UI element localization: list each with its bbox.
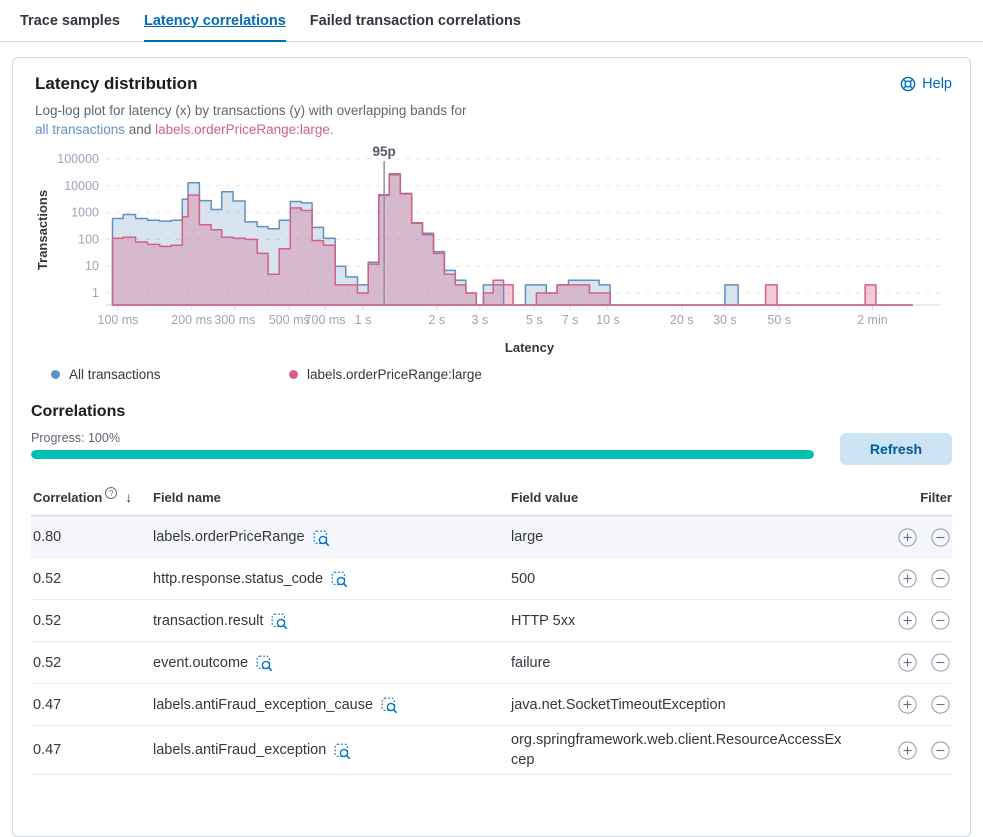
field-value: org.springframework.web.client.ResourceAccessExcep [511,732,842,768]
page-title: Latency distribution [35,74,198,93]
field-name: http.response.status_code [153,570,324,587]
x-tick-label: 2 min [857,313,888,327]
x-tick-label: 200 ms [171,313,213,327]
field-name: event.outcome [153,654,249,671]
chart-svg [31,145,953,357]
filter-include-icon[interactable] [898,741,917,760]
field-value: large [511,529,544,545]
x-tick-label: 30 s [713,313,737,327]
term-link[interactable]: labels.orderPriceRange:large [155,122,330,137]
table-row[interactable] [31,600,952,642]
y-tick-label: 100 [78,232,99,247]
table-row[interactable] [31,516,952,558]
legend-item-all-transactions[interactable]: All transactions [51,367,289,382]
filter-include-icon[interactable] [898,528,917,547]
table-row[interactable] [31,726,952,775]
table-row[interactable] [31,642,952,684]
field-name: transaction.result [153,612,264,629]
table-row[interactable] [31,558,952,600]
correlations-heading: Correlations [31,403,126,420]
filter-include-icon[interactable] [898,569,917,588]
latency-correlations-panel [12,57,971,837]
filter-include-icon[interactable] [898,695,917,714]
filter-exclude-icon[interactable] [931,695,950,714]
all-transactions-link[interactable]: all transactions [35,122,126,137]
progress-label: Progress: 100% [31,431,120,445]
x-axis-title: Latency [504,340,555,355]
correlations-table [31,481,952,775]
tab-latency-correlations[interactable]: Latency correlations [144,0,286,41]
field-value: HTTP 5xx [511,612,576,629]
correlation-value: 0.47 [33,696,62,713]
x-tick-label: 3 s [471,313,489,327]
filter-include-icon[interactable] [898,611,917,630]
x-tick-label: 20 s [669,313,694,327]
field-stats-icon[interactable] [334,743,351,760]
legend-dot-blue [51,370,60,379]
y-tick-label: 10000 [64,178,99,193]
field-stats-icon[interactable] [381,697,398,714]
tab-failed-transaction-correlations[interactable]: Failed transaction correlations [309,12,521,29]
x-tick-label: 1 s [354,313,372,327]
x-tick-label: 300 ms [214,313,256,327]
field-stats-icon[interactable] [256,655,273,672]
sort-desc-icon[interactable]: ↓ [125,489,133,505]
filter-exclude-icon[interactable] [931,569,950,588]
x-tick-label: 100 ms [97,313,139,327]
x-tick-label: 50 s [767,313,792,327]
y-tick-label: 1 [92,286,99,300]
legend-dot-pink [289,370,298,379]
x-tick-label: 10 s [596,313,620,327]
column-header-correlation[interactable]: Correlation ? ↓ [33,488,133,505]
help-link[interactable] [900,76,952,92]
percentile-annotation-label: 95p [372,145,396,159]
refresh-button[interactable]: Refresh [840,433,952,465]
filter-exclude-icon[interactable] [931,653,950,672]
field-value: failure [511,654,551,671]
field-name: labels.antiFraud_exception_cause [153,696,374,713]
filter-exclude-icon[interactable] [931,741,950,760]
help-icon [900,76,916,92]
y-tick-label: 1000 [71,205,99,220]
field-stats-icon[interactable] [331,571,348,588]
filter-include-icon[interactable] [898,653,917,672]
y-tick-label: 10 [85,259,99,274]
table-header-row [31,481,952,516]
column-header-field-value: Field value [511,489,579,505]
x-tick-label: 7 s [561,313,579,327]
legend-item-term[interactable]: labels.orderPriceRange:large [289,367,527,382]
question-icon[interactable]: ? [105,487,117,499]
x-tick-label: 700 ms [304,313,346,327]
tab-bar [0,0,983,42]
correlation-value: 0.47 [33,742,62,758]
field-stats-icon[interactable] [313,530,330,547]
chart-description: Log-log plot for latency (x) by transactions (y) with overlapping bands for all transactions and labels.orderPriceRange:large. [35,103,467,137]
help-label: Help [922,76,952,92]
field-name: labels.orderPriceRange [153,529,305,545]
latency-distribution-chart[interactable] [31,145,952,357]
field-value: java.net.SocketTimeoutException [511,696,726,713]
table-row[interactable] [31,684,952,726]
x-tick-label: 5 s [525,313,543,327]
field-value: 500 [511,570,536,587]
x-tick-label: 2 s [428,313,446,327]
chart-legend [31,361,952,387]
filter-exclude-icon[interactable] [931,528,950,547]
progress-bar [31,450,814,459]
y-tick-label: 100000 [57,152,99,166]
x-tick-label: 500 ms [268,313,310,327]
correlation-value: 0.52 [33,570,62,587]
field-stats-icon[interactable] [271,613,288,630]
field-name: labels.antiFraud_exception [153,742,327,758]
column-header-field-name: Field name [153,489,221,505]
column-header-filter: Filter [920,489,952,505]
correlation-value: 0.80 [33,529,62,545]
correlation-value: 0.52 [33,612,62,629]
filter-exclude-icon[interactable] [931,611,950,630]
tab-trace-samples[interactable]: Trace samples [20,12,120,29]
y-axis-title: Transactions [35,189,50,271]
correlation-value: 0.52 [33,654,62,671]
